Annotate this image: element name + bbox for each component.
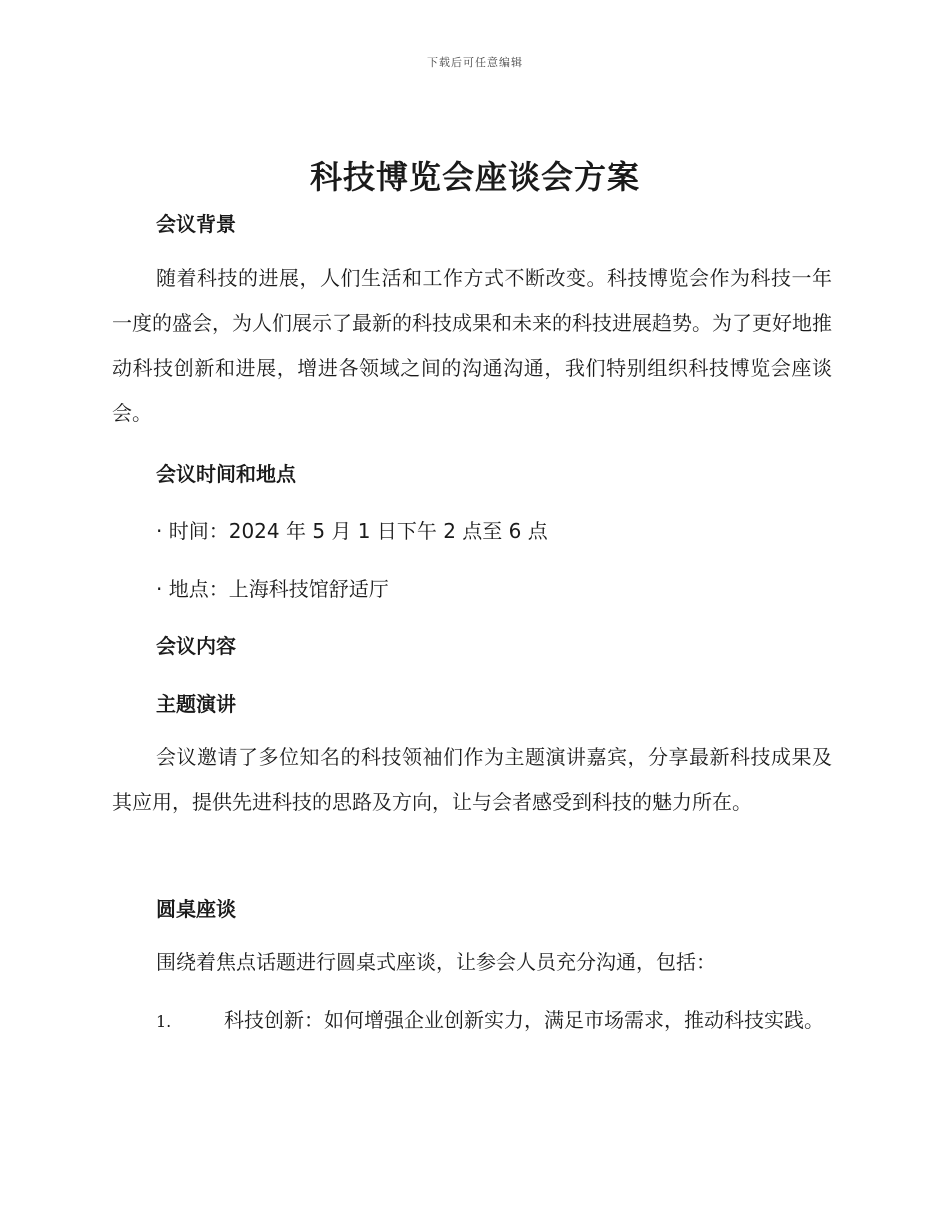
section-heading-roundtable: 圆桌座谈 [156,897,236,921]
paragraph-roundtable: 围绕着焦点话题进行圆桌式座谈，让参会人员充分沟通，包括： [156,950,716,974]
section-heading-background: 会议背景 [156,212,236,236]
list-item-place: · 地点：上海科技馆舒适厅 [156,577,389,601]
document-title: 科技博览会座谈会方案 [309,158,640,196]
paragraph-background: 随着科技的进展，人们生活和工作方式不断改变。科技博览会作为科技一年一度的盛会，为人们展示了最新的科技成果和未来的科技进展趋势。为了更好地推动科技创新和进展，增进各领域之间的沟通沟通，我们特别组织科技博览会座谈会。 [112,266,832,425]
page-header-note: 下载后可任意编辑 [427,56,523,69]
list-number: 1. [156,1012,172,1031]
section-heading-content: 会议内容 [156,634,236,658]
section-heading-time-place: 会议时间和地点 [156,462,296,486]
list-item-time: · 时间：2024 年 5 月 1 日下午 2 点至 6 点 [156,519,548,543]
section-heading-keynote: 主题演讲 [156,692,236,716]
paragraph-keynote: 会议邀请了多位知名的科技领袖们作为主题演讲嘉宾，分享最新科技成果及其应用，提供先进科技的思路及方向，让与会者感受到科技的魅力所在。 [112,745,832,814]
numbered-list-item [112,998,832,1044]
list-item-text: 科技创新：如何增强企业创新实力，满足市场需求，推动科技实践。 [224,1008,824,1032]
